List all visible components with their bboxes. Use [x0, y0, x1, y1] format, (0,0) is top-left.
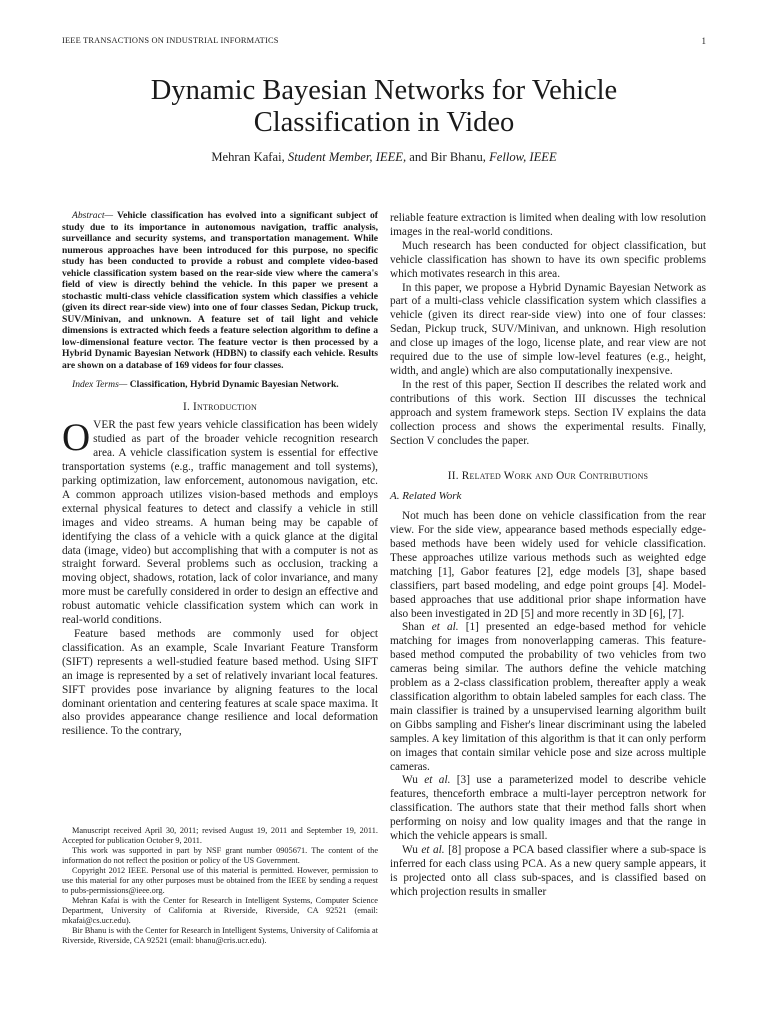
intro-paragraph-1: OVER the past few years vehicle classification has been widely studied as part of the broader vehicle recognition research area. A vehicle classification system is essential for effective transportation systems (e.g., traffic management and toll systems), parking optimization, law enforcement, autonomous navigation, etc. A common approach utilizes vision-based methods and employs external physical features to detect and classify a vehicle in still images and video streams. A human being may be capable of identifying the class of a vehicle with a quick glance at the digital data (image, video) but accomplishing that with a computer is not as straight forward. Several problems such as occlusion, tracking a moving object, shadows, rotation, lack of color invariance, and many more must be carefully considered in order to design an effective and robust automatic vehicle classification system which can work in real-world conditions.: [62, 416, 378, 627]
abstract-text: Vehicle classification has evolved into a significant subject of study due to its importance in autonomous navigation, traffic analysis, surveillance and security systems, and transportation management. While numerous approaches have been introduced for this purpose, no specific study has been conducted to provide a robust and complete video-based vehicle classification system based on the rear-side view where the camera's field of view is directly behind the vehicle. In this paper we present a stochastic multi-class vehicle classification system which classifies a vehicle (given its direct rear-side view) into one of four classes Sedan, Pickup truck, SUV/Minivan, and unknown. A feature set of tail light and vehicle dimensions is extracted which feeds a feature selection algorithm to define a low-dimensional feature vector. The feature vector is then processed by a Hybrid Dynamic Bayesian Network (HDBN) to classify each vehicle. Results are shown on a database of 169 videos for four classes.: [62, 210, 378, 371]
right-paragraph-2: In this paper, we propose a Hybrid Dynamic Bayesian Network as part of a multi-class vehicle classification system which classifies a vehicle (given its direct rear-side view) into one of four classes: Sedan, Pickup truck, SUV/Minivan, and unknown. High resolution and close up images of the logo, license plate, and rear view are not required due to the use of simple low-level features (e.g., height, width, and angle) which are also computationally inexpensive.: [390, 281, 706, 377]
title-line-2: Classification in Video: [253, 107, 515, 138]
index-terms-label: Index Terms—: [72, 379, 128, 390]
abstract: [62, 210, 378, 371]
author-conj: and: [409, 150, 428, 164]
intro-paragraph-2: Feature based methods are commonly used for object classification. As an example, Scale Invariant Feature Transform (SIFT) represents a well-studied feature based method. Using SIFT an image is represented by a set of relatively invariant local features. SIFT provides pose invariance by aligning features to the local dominant orientation and centering features at scale space maxima. It also provides appearance change resilience and local deformation resilience. To the contrary,: [62, 628, 378, 738]
footnote-author-1: Mehran Kafai is with the Center for Research in Intelligent Systems, Computer Science Department, University of California at Riverside, Riverside, CA 92521 (email: mkafai@cs.ucr.edu).: [62, 896, 378, 925]
left-column: [62, 210, 378, 739]
author-line: [62, 150, 706, 165]
section-heading-introduction: I. Introduction: [183, 400, 257, 413]
footnote-funding: This work was supported in part by NSF grant number 0905671. The content of the information do not reflect the position or policy of the US Government.: [62, 846, 378, 865]
author-2: Bir Bhanu,: [430, 150, 486, 164]
related-paragraph-wu-1: Wu et al. [3] use a parameterized model to describe vehicle features, thenceforth embrace a multi-layer perceptron network for classification. The authors state that their method falls short when performing on noisy and low quality images and that the range in which the vehicle appears is small.: [390, 774, 706, 843]
related-paragraph-wu-2: Wu et al. [8] propose a PCA based classifier where a sub-space is inferred for each class using PCA. As a new query sample appears, it is projected onto all class sub-spaces, and is classified based on which projection results in smaller: [390, 843, 707, 898]
footnote-copyright: Copyright 2012 IEEE. Personal use of this material is permitted. However, permission to use this material for any other purposes must be obtained from the IEEE by sending a request to pubs-permissions@ieee.org.: [62, 866, 378, 895]
right-column: [390, 212, 706, 900]
index-terms: [62, 379, 378, 391]
related-paragraph-shan: Shan et al. [1] presented an edge-based method for vehicle matching for images from nonoverlapping cameras. This feature-based method computed the probability of two vehicles from two cameras being similar. The authors define the vehicle matching problem as a 2-class classification problem, thereafter apply a weak classification algorithm to obtain labeled samples for each class. The main classifier is trained by a unsupervised learning algorithm built on Gibbs sampling and Fisher's linear discriminant using the labeled samples. A key limitation of this algorithm is that it can only perform on images that contain similar vehicle pose and size across multiple cameras.: [390, 621, 707, 773]
title-line-1: Dynamic Bayesian Networks for Vehicle: [150, 75, 618, 106]
right-paragraph-3: In the rest of this paper, Section II describes the related work and contributions of this work. Section III discusses the technical approach and system framework steps. Section IV explains the data collection process and shows the experimental results. Finally, Section V concludes the paper.: [390, 378, 706, 447]
subsection-heading-related-work: A. Related Work: [390, 490, 462, 503]
author-2-role: Fellow, IEEE: [489, 150, 557, 164]
index-terms-text: Classification, Hybrid Dynamic Bayesian Network.: [129, 379, 339, 390]
footnotes: [62, 826, 378, 946]
author-1: Mehran Kafai,: [211, 150, 285, 164]
section-heading-related-work: II. Related Work and Our Contributions: [447, 470, 649, 483]
paper-title: [62, 75, 706, 139]
right-paragraph-0: reliable feature extraction is limited when dealing with low resolution images in the real-world conditions.: [390, 212, 706, 238]
related-paragraph-1: Not much has been done on vehicle classification from the rear view. For the side view, appearance based methods especially edge-based methods have been widely used for vehicle classification. These approaches utilize various methods such as weighted edge matching [1], Gabor features [2], edge models [3], shape based classifiers, part based modeling, and edge point groups [4]. Model-based approaches that use additional prior shape information have also been investigated in 2D [5] and more recently in 3D [6], [7].: [390, 510, 706, 620]
author-1-role: Student Member, IEEE,: [287, 150, 407, 164]
footnote-manuscript: Manuscript received April 30, 2011; revised August 19, 2011 and September 19, 2011. Accepted for publication October 9, 2011.: [62, 826, 378, 845]
running-head: IEEE TRANSACTIONS ON INDUSTRIAL INFORMATICS: [62, 36, 279, 45]
right-paragraph-1: Much research has been conducted for object classification, but vehicle classification has shown to have its own specific problems which motivates research in this area.: [390, 239, 706, 280]
page-number: 1: [701, 36, 706, 46]
abstract-label: Abstract—: [72, 210, 114, 221]
drop-cap: O: [62, 416, 91, 460]
footnote-author-2: Bir Bhanu is with the Center for Research in Intelligent Systems, University of California at Riverside, Riverside, CA 92521 (email: bhanu@cris.ucr.edu).: [62, 926, 378, 945]
